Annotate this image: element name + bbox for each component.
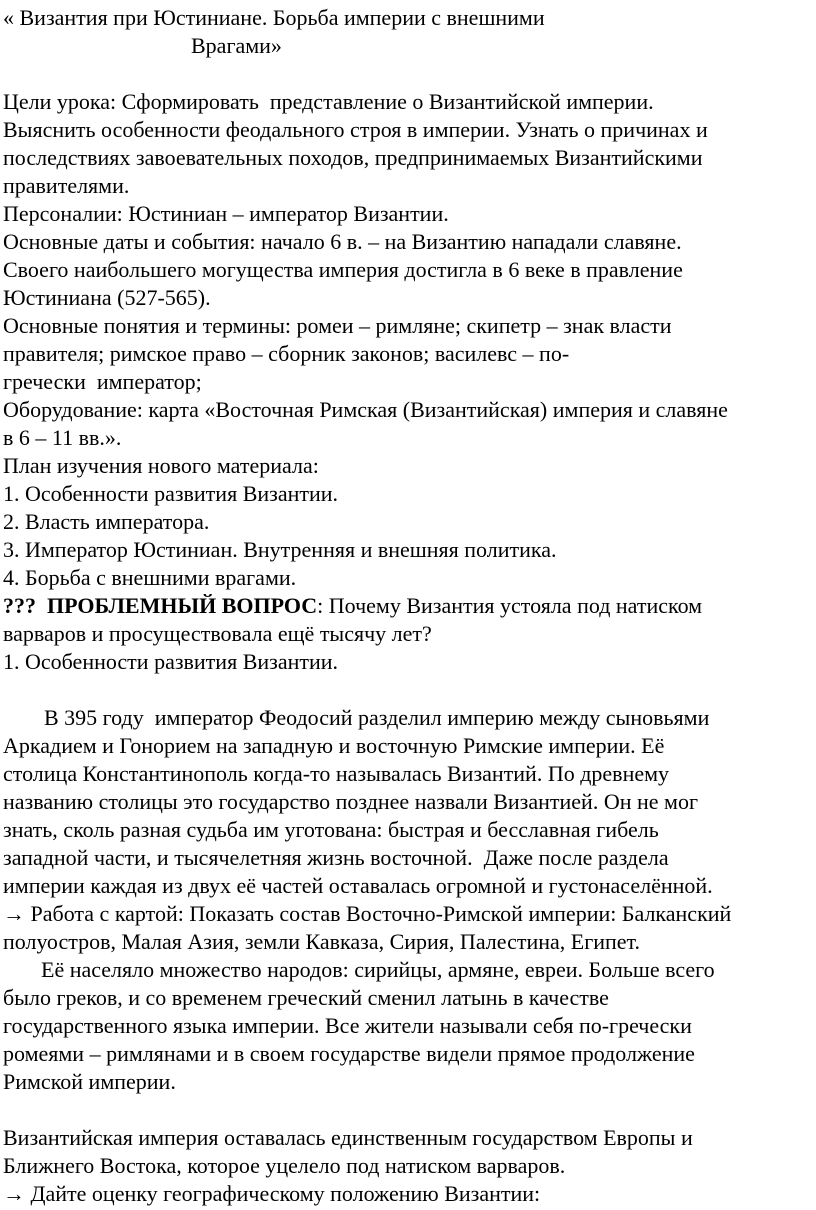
persons-line: Персоналии: Юстиниан – император Византии. bbox=[3, 201, 449, 226]
plan-item: 4. Борьба с внешними врагами. bbox=[3, 565, 297, 590]
paragraph-line: столица Константинополь когда-то называлась Византий. По древнему bbox=[3, 761, 670, 786]
paragraph-line: названию столицы это государство позднее назвали Византией. Он не мог bbox=[3, 789, 698, 814]
paragraph-line: Её населяло множество народов: сирийцы, армяне, евреи. Больше всего bbox=[41, 957, 715, 982]
lesson-goals-line: Цели урока: Сформировать представление о Византийской империи. bbox=[3, 89, 654, 114]
terms-line: Основные понятия и термины: ромеи – римляне; скипетр – знак власти bbox=[3, 313, 672, 338]
lesson-goals-line: Выяснить особенности феодального строя в империи. Узнать о причинах и bbox=[3, 117, 708, 142]
terms-line: правителя; римское право – сборник законов; василевс – по- bbox=[3, 341, 570, 366]
dates-line: Своего наибольшего могущества империя достигла в 6 веке в правление bbox=[3, 257, 683, 282]
map-task-line: полуостров, Малая Азия, земли Кавказа, Сирия, Палестина, Египет. bbox=[3, 929, 640, 954]
problem-question-line bbox=[3, 592, 815, 620]
paragraph-line: Римской империи. bbox=[3, 1069, 176, 1094]
paragraph-line: знать, сколь разная судьба им уготована: быстрая и бесславная гибель bbox=[3, 817, 659, 842]
paragraph-line: империи каждая из двух её частей оставалась огромной и густонаселённой. bbox=[3, 873, 713, 898]
lesson-goals-line: правителями. bbox=[3, 173, 130, 198]
paragraph-line: Аркадием и Гонорием на западную и восточную Римские империи. Её bbox=[3, 733, 665, 758]
plan-item: 2. Власть императора. bbox=[3, 509, 210, 534]
terms-line: гречески император; bbox=[3, 369, 202, 394]
blank-line bbox=[3, 676, 815, 704]
plan-item: 1. Особенности развития Византии. bbox=[3, 481, 339, 506]
paragraph-line: Ближнего Востока, которое уцелело под натиском варваров. bbox=[3, 1153, 566, 1178]
document-title: « Византия при Юстиниане. Борьба империи с внешними bbox=[3, 5, 545, 30]
dates-line: Юстиниана (527-565). bbox=[3, 285, 211, 310]
paragraph-line: государственного языка империи. Все жители называли себя по-гречески bbox=[3, 1013, 692, 1038]
blank-line bbox=[3, 1096, 815, 1124]
assessment-task-line: → Дайте оценку географическому положению Византии: bbox=[3, 1181, 541, 1206]
paragraph-line: В 395 году император Феодосий разделил империю между сыновьями bbox=[44, 705, 710, 730]
problem-question-label: ??? ПРОБЛЕМНЫЙ ВОПРОС bbox=[3, 593, 318, 618]
section-heading: 1. Особенности развития Византии. bbox=[3, 649, 339, 674]
problem-question-line: варваров и просуществовала ещё тысячу лет? bbox=[3, 621, 432, 646]
paragraph-line: ромеями – римлянами и в своем государстве видели прямое продолжение bbox=[3, 1041, 695, 1066]
map-task-line: → Работа с картой: Показать состав Восточно-Римской империи: Балканский bbox=[3, 901, 732, 926]
document-page bbox=[3, 4, 815, 1208]
plan-heading: План изучения нового материала: bbox=[3, 453, 319, 478]
plan-item: 3. Император Юстиниан. Внутренняя и внешняя политика. bbox=[3, 537, 557, 562]
equipment-line: в 6 – 11 вв.». bbox=[3, 425, 122, 450]
blank-line bbox=[3, 60, 815, 88]
lesson-goals-line: последствиях завоевательных походов, предпринимаемых Византийскими bbox=[3, 145, 703, 170]
equipment-line: Оборудование: карта «Восточная Римская (Византийская) империя и славяне bbox=[3, 397, 728, 422]
paragraph-line: западной части, и тысячелетняя жизнь восточной. Даже после раздела bbox=[3, 845, 669, 870]
problem-question-text: : Почему Византия устояла под натиском bbox=[317, 593, 703, 618]
paragraph-line: Византийская империя оставалась единственным государством Европы и bbox=[3, 1125, 693, 1150]
paragraph-line: было греков, и со временем греческий сменил латынь в качестве bbox=[3, 985, 609, 1010]
dates-line: Основные даты и события: начало 6 в. – на Византию нападали славяне. bbox=[3, 229, 682, 254]
document-title-continuation: Врагами» bbox=[191, 33, 282, 58]
